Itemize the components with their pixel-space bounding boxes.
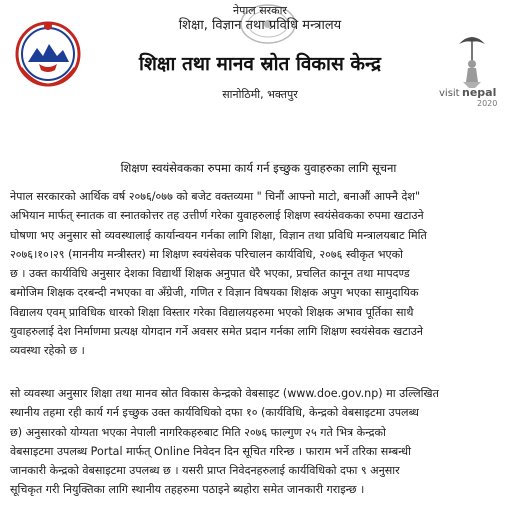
text-line: अभियान मार्फत् स्नातक वा स्नातकोत्तर तह उत्तीर्ण गरेका युवाहरुलाई शिक्षण स्वयंसेवकका रुपमा खटाउने: [10, 209, 424, 223]
text-line: २०७६।१०।२९ (माननीय मन्त्रीस्तर) मा शिक्षण स्वयंसेवक परिचालन कार्यविधि, २०७६ स्वीकृत भएको: [10, 247, 404, 261]
visit-nepal-2020-logo: [437, 30, 507, 108]
paragraph-1: [10, 189, 507, 363]
text-line: वेबसाइटमा उपलब्ध Portal मार्फत् Online निवेदन दिन सूचित गरिन्छ । फाराम भर्ने तरिका सम्बन्धी: [10, 444, 411, 458]
text-line: घोषणा भए अनुसार सो व्यवस्थालाई कार्यान्वयन गर्नका लागि शिक्षा, विज्ञान तथा प्रविधि मन्त्रालयबाट मिति: [10, 228, 427, 242]
ministry-name: शिक्षा, विज्ञान तथा प्रविधि मन्त्रालय: [178, 18, 342, 33]
text-line: विद्यालय एवम् प्राविधिक धारको शिक्षा विस्तार गरेका विद्यालयहरुमा भएको शिक्षक अभाव पूर्तिका साथै: [10, 305, 414, 319]
text-line: जानकारी केन्द्रको वेबसाइटमा उपलब्ध छ । यसरी प्राप्त निवेदनहरुलाई कार्यविधिको दफा ९ अनुसार: [10, 464, 400, 478]
text-line: सो व्यवस्था अनुसार शिक्षा तथा मानव स्रोत विकास केन्द्रको वेबसाइट (www.doe.gov.np) मा उल्लिखित: [10, 387, 439, 400]
text-line: नेपाल सरकारको आर्थिक वर्ष २०७६/०७७ को बजेट वक्तव्यमा " चिनौं आफ्नो माटो, बनाऔं आफ्नै देश": [10, 190, 421, 203]
svg-text:2020: 2020: [477, 99, 498, 108]
nepal-emblem-icon: [13, 18, 83, 88]
text-line: बमोजिम शिक्षक दरबन्दी नभएका वा अँग्रेजी, गणित र विज्ञान विषयका शिक्षक अपुग भएका सामुदायिक: [10, 286, 419, 300]
paragraph-2: [10, 386, 507, 502]
center-name: शिक्षा तथा मानव स्रोत विकास केन्द्र: [139, 53, 381, 75]
government-name: नेपाल सरकार: [233, 4, 287, 17]
text-line: छ) अनुसारको योग्यता भएका नेपाली नागरिकहरुबाट मिति २०७६ फाल्गुण २५ गते भित्र केन्द्रको: [10, 425, 386, 439]
svg-text:nepal: nepal: [462, 86, 497, 99]
text-line: सूचिकृत गरी नियुक्तिका लागि स्थानीय तहहरुमा पठाइने ब्यहोरा समेत जानकारी गराइन्छ ।: [10, 483, 365, 497]
text-line: स्थानीय तहमा रही कार्य गर्न इच्छुक उक्त कार्यविधिको दफा १० (कार्यविधि, केन्द्रको वेबसाइटमा उपलब्ध: [10, 406, 419, 420]
office-location: सानोठिमी, भक्तपुर: [222, 88, 298, 101]
text-line: युवाहरुलाई देश निर्माणमा प्रत्यक्ष योगदान गर्ने अवसर समेत प्रदान गर्नका लागि शिक्षण स्वयंसेवक खटाउने: [10, 325, 423, 339]
text-line: छ । उक्त कार्यविधि अनुसार देशका विद्यार्थी शिक्षक अनुपात धेरै भएका, प्रचलित कानून तथा मापदण्ड: [10, 267, 410, 281]
svg-text:visit: visit: [439, 88, 460, 99]
notice-title: शिक्षण स्वयंसेवकका रुपमा कार्य गर्न इच्छुक युवाहरुका लागि सूचना: [120, 161, 397, 175]
text-line: व्यवस्था रहेको छ ।: [10, 344, 85, 358]
letterhead: [95, 4, 425, 102]
